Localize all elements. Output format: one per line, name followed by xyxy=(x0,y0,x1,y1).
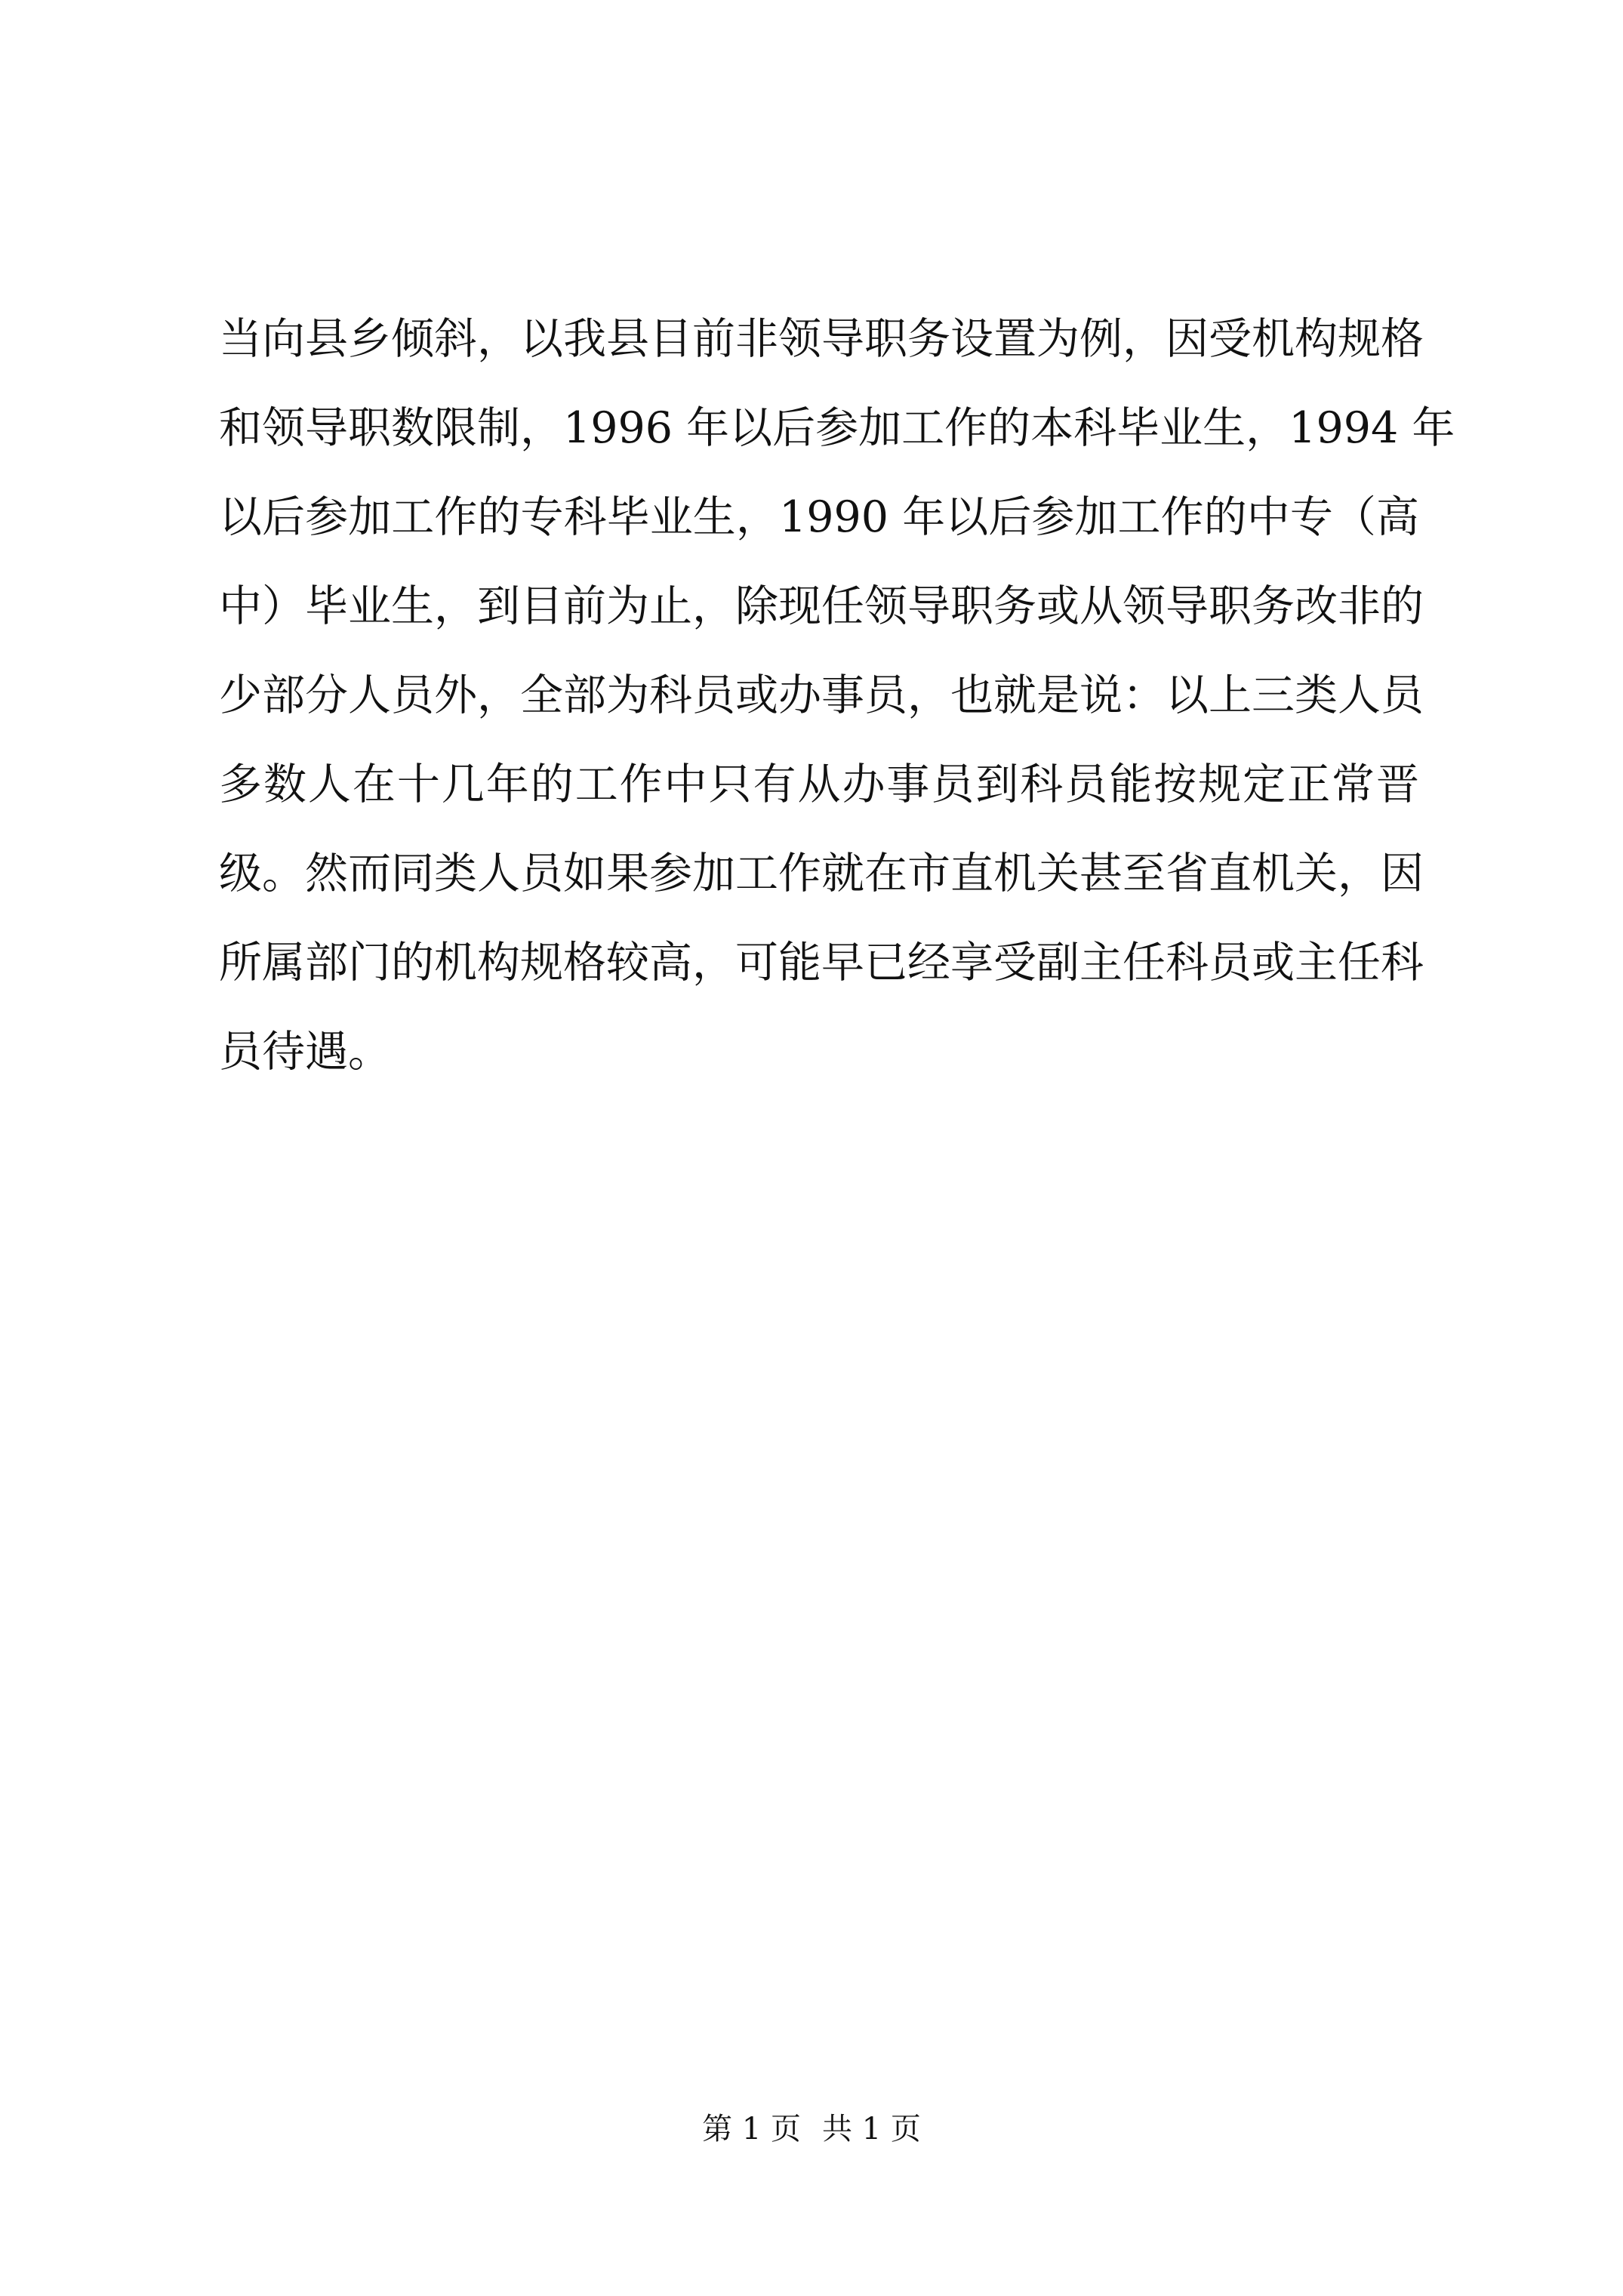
page-number-total: 共 1 页 xyxy=(822,2112,921,2147)
text-line: 少部分人员外，全部为科员或办事员，也就是说：以上三类人员 xyxy=(219,670,1424,720)
body-paragraph xyxy=(219,294,1455,1096)
page-footer xyxy=(0,2106,1623,2152)
text-line: 当向县乡倾斜，以我县目前非领导职务设置为例，因受机构规格 xyxy=(219,314,1424,364)
page-number-current: 第 1 页 xyxy=(702,2112,801,2147)
text-line: 所属部门的机构规格较高，可能早已经享受副主任科员或主任科 xyxy=(219,938,1424,988)
text-line: 多数人在十几年的工作中只有从办事员到科员能按规定正常晋 xyxy=(219,760,1419,809)
text-line: 员待遇。 xyxy=(219,1027,391,1077)
text-line: 以后参加工作的专科毕业生，1990 年以后参加工作的中专（高 xyxy=(219,492,1419,542)
text-line: 和领导职数限制，1996 年以后参加工作的本科毕业生，1994 年 xyxy=(219,403,1455,453)
text-line: 级。然而同类人员如果参加工作就在市直机关甚至省直机关，因 xyxy=(219,849,1424,898)
text-line: 中）毕业生，到目前为止，除现任领导职务或从领导职务改非的 xyxy=(219,581,1424,631)
